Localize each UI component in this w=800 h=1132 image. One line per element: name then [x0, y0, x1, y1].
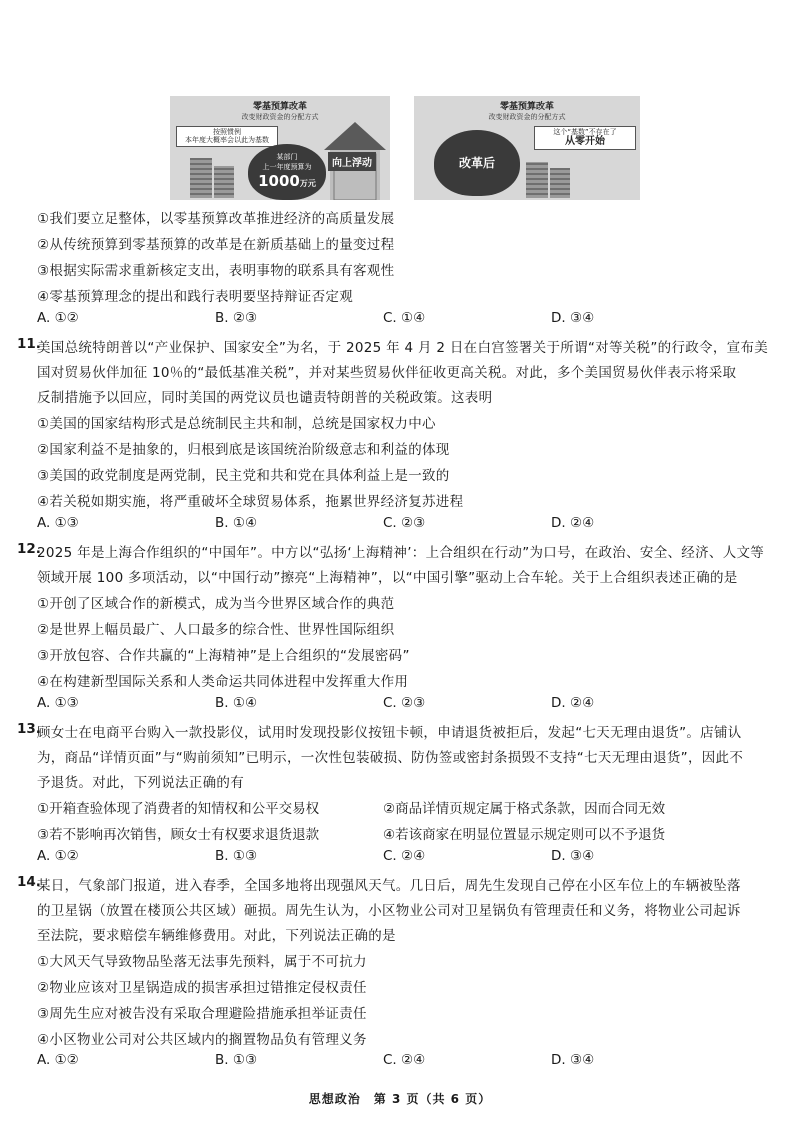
reform-bag-text: 改革后 [458, 156, 495, 170]
page-footer: 思想政治 第 3 页（共 6 页） [308, 1092, 492, 1106]
q13-item-2: ②商品详情页规定属于格式条款，因而合同无效 [383, 801, 666, 817]
q13-option-b[interactable]: B. ①③ [215, 848, 258, 864]
illustration-left-panel [170, 96, 390, 200]
q12-number: 12. [17, 541, 41, 557]
left-panel-title: 零基预算改革 [252, 102, 307, 112]
q14-number: 14. [17, 874, 41, 890]
q12-option-a[interactable]: A. ①③ [37, 695, 79, 711]
bag-line2: 上一年度预算为 [262, 163, 312, 171]
q14-option-d[interactable]: D. ③④ [551, 1052, 595, 1068]
q11-item-1: ①美国的国家结构形式是总统制民主共和制，总统是国家权力中心 [37, 416, 436, 432]
q11-option-a[interactable]: A. ①③ [37, 515, 79, 531]
q14-option-b[interactable]: B. ①③ [215, 1052, 258, 1068]
q14-item-4: ④小区物业公司对公共区域内的搁置物品负有管理义务 [37, 1032, 367, 1048]
right-tag-line2: 从零开始 [565, 136, 605, 148]
q11-option-d[interactable]: D. ②④ [551, 515, 595, 531]
q12-option-c[interactable]: C. ②③ [383, 695, 426, 711]
q11-number: 11. [17, 336, 41, 352]
left-panel-tag: 按照惯例 本年度大概率会以此为基数 [176, 126, 278, 147]
upward-float-label: 向上浮动 [328, 152, 376, 171]
q11-option-b[interactable]: B. ①④ [215, 515, 258, 531]
q14-stem-line: 至法院，要求赔偿车辆维修费用。对此，下列说法正确的是 [37, 928, 396, 944]
bag-amount-value: 1000 [258, 172, 300, 190]
q13-items-row-2 [37, 823, 757, 841]
q14-stem-line: 的卫星锅（放置在楼顶公共区域）砸损。周先生认为，小区物业公司对卫星锅负有管理责任和义务，将物业公司起诉 [37, 903, 741, 919]
q10-option-d[interactable]: D. ③④ [551, 310, 595, 326]
q13-stem-line: 为，商品“详情页面”与“购前须知”已明示，一次性包装破损、防伪签或密封条损毁不支持“七天无理由退货”，因此不 [37, 750, 744, 766]
illustration-right-panel [414, 96, 640, 200]
q14-options [37, 1052, 757, 1070]
coin-stack [214, 166, 234, 198]
q13-stem-line: 顾女士在电商平台购入一款投影仪，试用时发现投影仪按钮卡顿，申请退货被拒后，发起“七天无理由退货”。店铺认 [37, 725, 742, 741]
q13-item-1: ①开箱查验体现了消费者的知情权和公平交易权 [37, 801, 320, 817]
q10-options [37, 310, 757, 328]
q11-stem-line: 国对贸易伙伴加征 10％的“最低基准关税”，并对某些贸易伙伴征收更高关税。对此，多个美国贸易伙伴表示将采取 [37, 365, 737, 381]
q11-item-3: ③美国的政党制度是两党制，民主党和共和党在具体利益上是一致的 [37, 468, 450, 484]
bag-amount-unit: 万元 [299, 179, 316, 188]
bag-line1: 某部门 [276, 153, 298, 161]
q10-item-1: ①我们要立足整体，以零基预算改革推进经济的高质量发展 [37, 211, 395, 227]
q14-item-1: ①大风天气导致物品坠落无法事先预料，属于不可抗力 [37, 954, 367, 970]
q10-option-a[interactable]: A. ①② [37, 310, 79, 326]
q12-stem-line: 2025 年是上海合作组织的“中国年”。中方以“弘扬‘上海精神’：上合组织在行动”为口号，在政治、安全、经济、人文等 [37, 545, 765, 561]
q14-item-2: ②物业应该对卫星锅造成的损害承担过错推定侵权责任 [37, 980, 367, 996]
q14-option-a[interactable]: A. ①② [37, 1052, 79, 1068]
coin-stack [550, 168, 570, 198]
q12-options [37, 695, 757, 713]
q10-item-3: ③根据实际需求重新核定支出，表明事物的联系具有客观性 [37, 263, 395, 279]
q10-option-b[interactable]: B. ②③ [215, 310, 258, 326]
q13-options [37, 848, 757, 866]
q11-stem-line: 美国总统特朗普以“产业保护、国家安全”为名，于 2025 年 4 月 2 日在白宫签署关于所谓“对等关税”的行政令，宣布美 [37, 340, 769, 356]
q13-option-c[interactable]: C. ②④ [383, 848, 426, 864]
zero-based-budget-illustration [170, 96, 640, 200]
q12-item-3: ③开放包容、合作共赢的“上海精神”是上合组织的“发展密码” [37, 648, 410, 664]
q13-stem-line: 予退货。对此，下列说法正确的有 [37, 775, 244, 791]
q12-option-b[interactable]: B. ①④ [215, 695, 258, 711]
q13-number: 13. [17, 721, 41, 737]
coin-stack [526, 162, 548, 198]
right-tag-line1: 这个“基数”不存在了 [553, 128, 617, 136]
q13-item-4: ④若该商家在明显位置显示规定则可以不予退货 [383, 827, 666, 843]
right-panel-subtitle: 改变财政资金的分配方式 [488, 113, 566, 121]
right-panel-title: 零基预算改革 [499, 102, 554, 112]
q13-option-d[interactable]: D. ③④ [551, 848, 595, 864]
q11-item-2: ②国家利益不是抽象的，归根到底是该国统治阶级意志和利益的体现 [37, 442, 450, 458]
q12-stem-line: 领域开展 100 多项活动，以“中国行动”擦亮“上海精神”，以“中国引擎”驱动上合车轮。关于上合组织表述正确的是 [37, 570, 738, 586]
q12-option-d[interactable]: D. ②④ [551, 695, 595, 711]
q13-option-a[interactable]: A. ①② [37, 848, 79, 864]
q14-item-3: ③周先生应对被告没有采取合理避险措施承担举证责任 [37, 1006, 367, 1022]
q12-item-1: ①开创了区域合作的新模式，成为当今世界区域合作的典范 [37, 596, 395, 612]
q10-item-4: ④零基预算理念的提出和践行表明要坚持辩证否定观 [37, 289, 354, 305]
q12-item-4: ④在构建新型国际关系和人类命运共同体进程中发挥重大作用 [37, 674, 409, 690]
q13-items-row-1 [37, 797, 757, 815]
q11-item-4: ④若关税如期实施，将严重破坏全球贸易体系，拖累世界经济复苏进程 [37, 494, 464, 510]
q14-option-c[interactable]: C. ②④ [383, 1052, 426, 1068]
left-panel-subtitle: 改变财政资金的分配方式 [241, 113, 319, 121]
q11-stem-line: 反制措施予以回应，同时美国的两党议员也谴责特朗普的关税政策。这表明 [37, 390, 493, 406]
q10-option-c[interactable]: C. ①④ [383, 310, 426, 326]
bag-amount [248, 172, 326, 190]
q10-item-2: ②从传统预算到零基预算的改革是在新质基础上的量变过程 [37, 237, 395, 253]
coin-stack [190, 158, 212, 198]
q12-item-2: ②是世界上幅员最广、人口最多的综合性、世界性国际组织 [37, 622, 395, 638]
q13-item-3: ③若不影响再次销售，顾女士有权要求退货退款 [37, 827, 320, 843]
q11-option-c[interactable]: C. ②③ [383, 515, 426, 531]
q14-stem-line: 某日，气象部门报道，进入春季，全国多地将出现强风天气。几日后，周先生发现自己停在小区车位上的车辆被坠落 [37, 878, 741, 894]
right-panel-tag [534, 126, 636, 150]
q11-options [37, 515, 757, 533]
